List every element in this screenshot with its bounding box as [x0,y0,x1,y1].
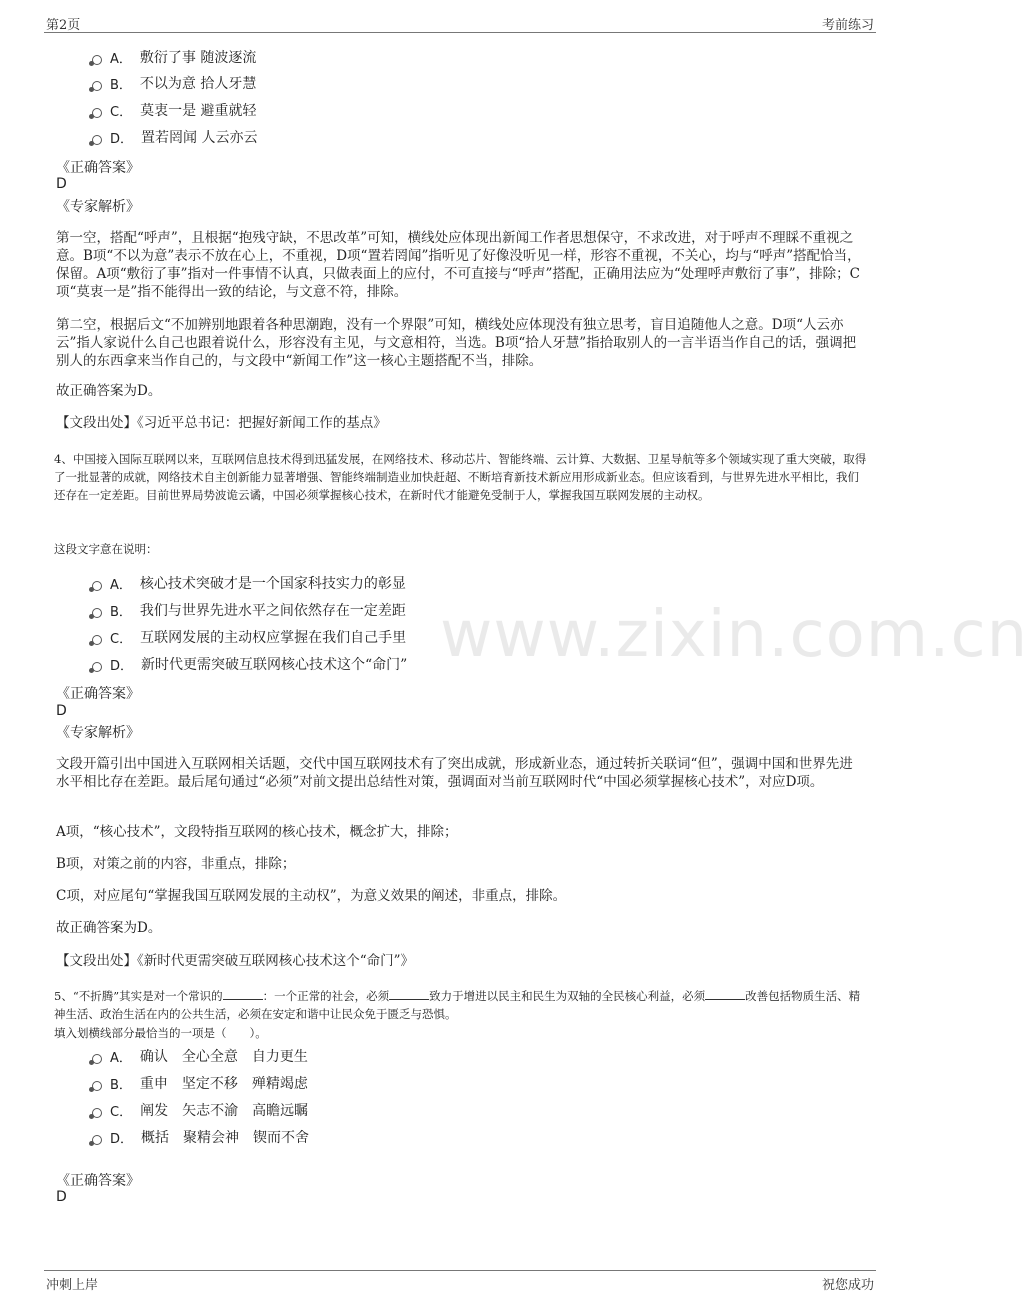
q5-option-b[interactable] [92,1072,308,1094]
option-text: 核心技术突破才是一个国家科技实力的彰显 [139,576,406,592]
q5-answer-label: 《正确答案》 [56,1173,140,1189]
q4-answer: D [56,703,67,719]
radio-icon[interactable] [92,135,102,145]
option-text: 确认 全心全意 自力更生 [139,1049,308,1065]
option-letter: D． [110,658,134,674]
q3-conclusion: 故正确答案为D。 [56,383,162,399]
q5-stem-part: ：一个正常的社会，必须 [262,989,390,1003]
q4-analysis-label: 《专家解析》 [56,725,140,741]
q3-answer-label: 《正确答案》 [56,160,140,176]
footer-right-text: 祝您成功 [821,1278,874,1293]
option-letter: D． [110,131,134,147]
q4-option-d[interactable] [92,653,407,675]
q3-answer: D [56,176,67,192]
option-letter: A． [110,51,132,67]
option-letter: B． [110,77,132,93]
q3-option-a[interactable] [92,46,256,68]
q5-stem [54,987,868,1023]
q4-answer-label: 《正确答案》 [56,686,140,702]
fill-blank [223,987,263,1000]
option-text: 莫衷一是 避重就轻 [140,103,257,119]
q4-option-a[interactable] [92,572,406,594]
option-letter: B． [110,604,132,620]
q4-prompt: 这段文字意在说明： [54,542,158,556]
q3-source: 【文段出处】《习近平总书记：把握好新闻工作的基点》 [56,415,387,431]
radio-icon[interactable] [92,1081,102,1091]
radio-icon[interactable] [92,662,102,672]
option-text: 我们与世界先进水平之间依然存在一定差距 [139,603,406,619]
option-text: 概括 聚精会神 锲而不舍 [141,1130,310,1146]
q5-stem-part: 改善包括物质生活、精神生活、政治生活在内的公共生活，必须在安定和谐中让民众免于匮乏与恐惧。 [54,989,861,1021]
q4-option-c[interactable] [92,626,406,648]
q5-stem-part: 5、“不折腾”其实是对一个常识的 [54,989,223,1003]
option-letter: A． [110,577,132,593]
page-number: 第2页 [46,18,81,33]
option-text: 阐发 矢志不渝 高瞻远瞩 [140,1103,309,1119]
radio-icon[interactable] [92,608,102,618]
page-header [44,10,876,33]
q4-option-b[interactable] [92,599,406,621]
header-title: 考前练习 [821,18,874,33]
q4-analysis-para: 文段开篇引出中国进入互联网相关话题，交代中国互联网技术有了突出成就，形成新业态，通过转折关联词“但”，强调中国和世界先进水平相比存在差距。最后尾句通过“必须”对前文提出总结性对策，强调面对当前互联网时代“中国必须掌握核心技术”，对应D项。 [56,756,853,790]
q5-option-d[interactable] [92,1126,309,1148]
q4-analysis-c: C项，对应尾句“掌握我国互联网发展的主动权”，为意义效果的阐述，非重点，排除。 [56,888,567,904]
q3-option-d[interactable] [92,126,257,148]
footer-left-text: 冲刺上岸 [46,1278,99,1293]
radio-icon[interactable] [92,635,102,645]
q5-option-c[interactable] [92,1099,308,1121]
watermark: www.zixin.com.cn [440,598,1028,672]
option-letter: C． [110,631,133,647]
option-letter: C． [110,104,133,120]
q4-analysis-b: B项，对策之前的内容，非重点，排除； [56,856,296,872]
q3-analysis-para: 第一空，搭配“呼声”，且根据“抱残守缺，不思改革”可知，横线处应体现出新闻工作者思想保守，不求改进，对于呼声不理睬不重视之意。B项“不以为意”表示不放在心上，不重视，D项“置若罔闻”指听见了好像没听见一样，形容不重视，不关心，均与“呼声”搭配恰当，保留。A项“敷衍了事”指对一件事情不认真，只做表面上的应付，不可直接与“呼声”搭配，正确用法应为“处理呼声敷衍了事”，排除；C项“莫衷一是”指不能得出一致的结论，与文意不符，排除。 [56,230,861,300]
q5-option-a[interactable] [92,1045,308,1067]
option-letter: B． [110,1077,132,1093]
q5-stem-part: 致力于增进以民主和民生为双轴的全民核心利益，必须 [429,989,706,1003]
q4-analysis-a: A项，“核心技术”，文段特指互联网的核心技术，概念扩大，排除； [56,824,458,840]
q3-option-b[interactable] [92,72,256,94]
option-text: 置若罔闻 人云亦云 [141,130,258,146]
option-letter: D． [110,1131,134,1147]
option-letter: C． [110,1104,133,1120]
q3-analysis-label: 《专家解析》 [56,199,140,215]
option-text: 不以为意 拾人牙慧 [139,76,257,92]
radio-icon[interactable] [92,55,102,65]
radio-icon[interactable] [92,1054,102,1064]
q3-analysis-para: 第二空，根据后文“不加辨别地跟着各种思潮跑，没有一个界限”可知，横线处应体现没有独立思考，盲目追随他人之意。D项“人云亦云”指人家说什么自己也跟着说什么，形容没有主见，与文意相符，当选。B项“拾人牙慧”指拾取别人的一言半语当作自己的话，强调把别人的东西拿来当作自己的，与文段中“新闻工作”这一核心主题搭配不当，排除。 [56,317,857,369]
option-text: 重申 坚定不移 殚精竭虑 [139,1076,308,1092]
fill-blank [705,987,745,1000]
radio-icon[interactable] [92,1135,102,1145]
fill-blank [389,987,429,1000]
q5-prompt: 填入划横线部分最恰当的一项是（ ）。 [54,1026,267,1040]
q4-source: 【文段出处】《新时代更需突破互联网核心技术这个“命门”》 [56,953,415,969]
page-footer [44,1270,876,1295]
option-text: 敷衍了事 随波逐流 [139,50,257,66]
radio-icon[interactable] [92,108,102,118]
q4-stem: 4、中国接入国际互联网以来，互联网信息技术得到迅猛发展，在网络技术、移动芯片、智能终端、云计算、大数据、卫星导航等多个领域实现了重大突破，取得了一批显著的成就，网络技术自主创新能力显著增强、智能终端制造业加快赶超、不断培育新技术新应用形成新业态。但应该看到，与世界先进水平相比，我们还存在一定差距。目前世界局势波诡云谲，中国必须掌握核心技术，在新时代才能避免受制于人，掌握我国互联网发展的主动权。 [54,452,867,502]
q4-conclusion: 故正确答案为D。 [56,920,162,936]
radio-icon[interactable] [92,81,102,91]
radio-icon[interactable] [92,581,102,591]
option-letter: A． [110,1050,132,1066]
radio-icon[interactable] [92,1108,102,1118]
q5-answer: D [56,1189,67,1205]
q3-option-c[interactable] [92,99,257,121]
option-text: 新时代更需突破互联网核心技术这个“命门” [141,657,408,673]
option-text: 互联网发展的主动权应掌握在我们自己手里 [140,630,407,646]
